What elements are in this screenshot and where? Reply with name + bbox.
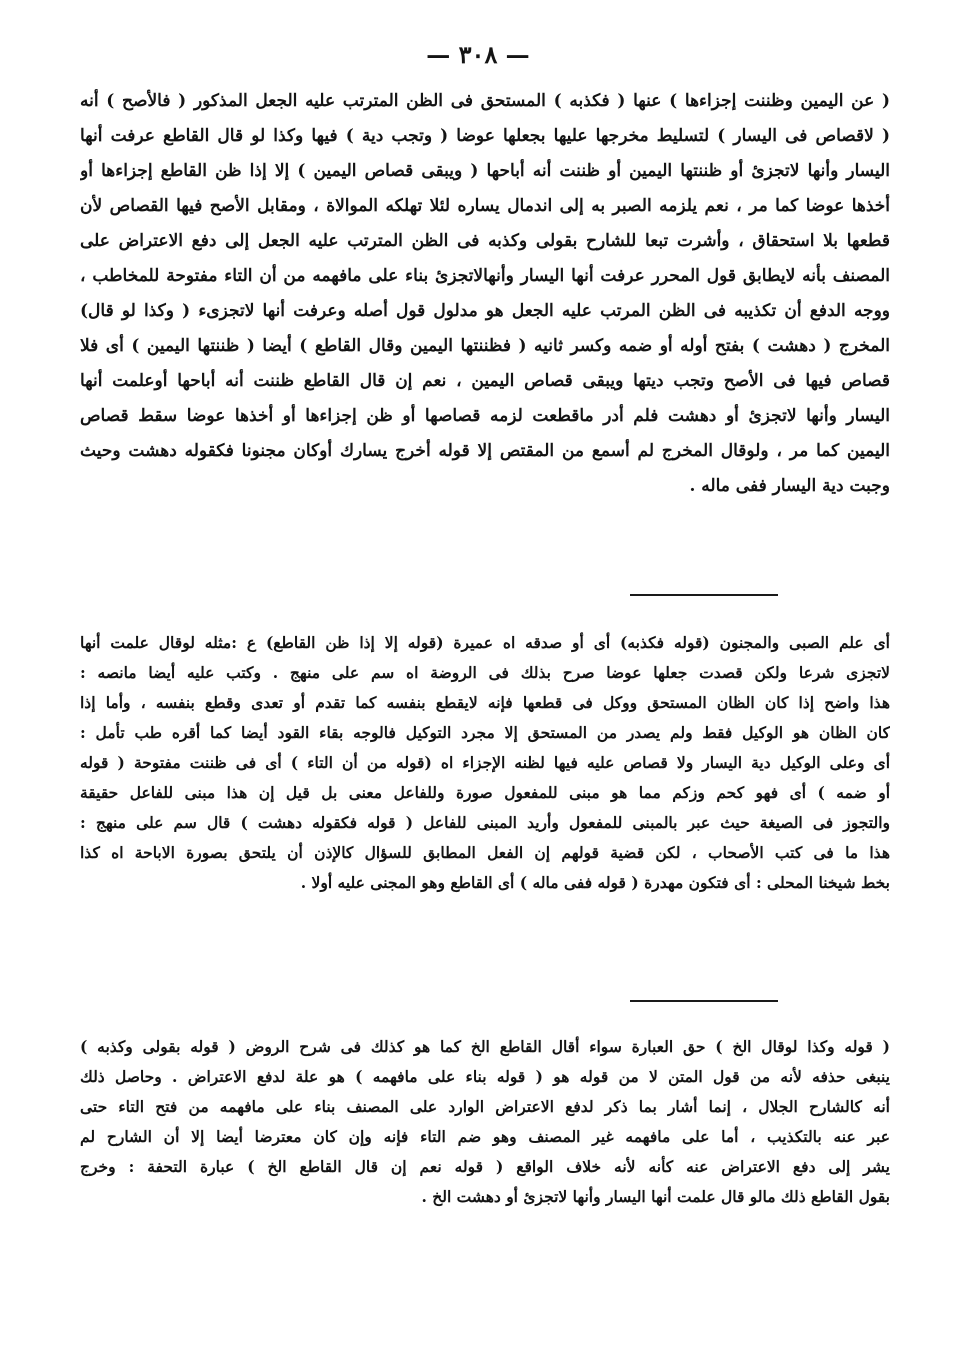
commentary-line: أى وعلى الوكيل دية اليسار ولا قصاص عليه فيها لظنه الإجزاء اه (قوله من أن التاء ) أى فى ظننت مفتوحة ( قوله [80, 753, 890, 772]
page-number: — ٣٠٨ — [426, 40, 530, 69]
commentary-line: ينبغى حذفه لأنه من قول المتن لا من قوله هو ( قوله بناء على مافهمه ) هو علة لدفع الاعتراض . وحاصل ذلك [80, 1067, 890, 1086]
main-text-line: المخرج ( دهشت ) بفتح أوله أو ضمه وكسر ثانيه ( فظننتها اليمين وقال القاطع ) أيضا ( ظننتها اليمين ) أى فلا [80, 336, 890, 356]
main-text-line: اليسار وأنها لاتجزئ أو ظننتها اليمين أو ظننت أنه أباحها ( ويبقى قصاص اليمين ) إلا إذا ظن القاطع إجزاءها أو [80, 161, 890, 181]
commentary-first [80, 628, 890, 898]
commentary-line: أى علم الصبى والمجنون (قوله فكذبه) أى أو صدقه اه عميرة (قوله إلا إذا ظن القاطع) ع :مثله لوقال علمت أنها [80, 633, 890, 652]
main-text-line: ووجه الدفع أن تكذيبه فى الظن المرتب عليه الجعل هو مدلول قول أصله وعرفت أنها لاتجزىء ( وكذا لو قال) [80, 301, 890, 321]
commentary-line: هذا ما فى كتب الأصحاب ، لكن قضية قولهم إن الفعل المطابق للسؤال كالإذن أن يلتحق بصورة الاباحة اه كذا [80, 843, 890, 862]
commentary-second [80, 1032, 890, 1212]
commentary-line: أنه كالشارح الجلال ، إنما أشار بما ذكر لدفع الاعتراض الوارد على المصنف بناء على مافهمه من فتح التاء حتى [80, 1097, 890, 1116]
main-text-line: قطعها بلا استحقاق ، وأشرت تبعا للشارح بقولى وكذبه فى الظن المترتب عليه الجعل إلى دفع الاعتراض على [80, 231, 890, 251]
main-text-line: اليمين كما مر ، ولوقال المخرج لم أسمع من المقتص إلا قوله أخرج يسارك أوكان مجنونا فكقوله دهشت وحيث [80, 441, 890, 461]
main-text [80, 84, 890, 504]
main-text-line: اليسار وأنها لاتجزئ أو دهشت فلم أدر ماقطعت لزمه قصاصها أو ظن إجزاءها أو أخذها عوضا سقط قصاص [80, 406, 890, 426]
main-text-line: أخذها عوضا كما مر ، نعم يلزمه الصبر به إلى اندمال يساره لئلا تهلكه الموالاة ، ومقابل الأصح فيها القصاص لأن [80, 196, 890, 216]
commentary-line: ( قوله وكذا لوقال الخ ) حق العبارة سواء أقال القاطع الخ كما هو كذلك فى شرح الروض ( قوله بقولى وكذبه ) [80, 1037, 890, 1056]
main-text-line: قصاص فيها فى الأصح وتجب ديتها ويبقى قصاص اليمين ، نعم إن قال القاطع ظننت أنه أباحها أوعلمت أنها [80, 371, 890, 391]
section-divider [630, 594, 778, 596]
commentary-line: هذا واضح إذا كان الظان المستحق ووكل فى قطعها فإنه لايقطع بنفسه كما تقدم أو تعدى وقطع بنفسه ، وأما إذا [80, 693, 890, 712]
section-divider [630, 1000, 778, 1002]
commentary-line: عبر عنه بالتكذيب ، أما على مافهمه غير المصنف وهو ضم التاء فإنه وإن كان معترضا أيضا إلا أن الشارح لم [80, 1127, 890, 1146]
main-text-line: المصنف بأنه لايطابق قول المحرر عرفت أنها اليسار وأنهالاتجزئ بناء على مافهمه من أن التاء مفتوحة للمخاطب ، [80, 266, 890, 286]
commentary-line: والتجوز فى الصيغة حيث عبر بالمبنى للمفعول وأريد المبنى للفاعل ( قوله فكقوله دهشت ) قال سم على منهج : [80, 813, 890, 832]
commentary-line: بقول القاطع ذلك مالو قال علمت أنها اليسار وأنها لاتجزئ أو دهشت الخ . [421, 1187, 890, 1206]
commentary-line: كان الظان هو الوكيل فقط ولم يصدر من المستحق إلا مجرد التوكيل فالوجه بقاء القود أيضا كما أقره طب تأمل : [80, 723, 890, 742]
main-text-line: وجبت دية اليسار ففى ماله . [689, 476, 890, 496]
commentary-line: أو ضمه ) أى فهو كحم وزكم مما هو مبنى للمفعول صورة وللفاعل معنى بل قيل إن هذا مبنى للفاعل حقيقة [80, 783, 890, 802]
commentary-line: بخط شيخنا المحلى : أى فتكون مهدرة ( قوله ففى ماله ) أى القاطع وهو المجنى عليه أولا . [300, 873, 890, 892]
main-text-line: ( لاقصاص فى اليسار ) لتسليط مخرجها عليها بجعلها عوضا ( وتجب دية ) فيها وكذا لو قال القاطع عرفت أنها [80, 126, 890, 146]
main-text-line: ( عن اليمين وظننت إجزاءها ) عنها ( فكذبه ) المستحق فى الظن المترتب عليه الجعل المذكور ( فالأصح ) أنه [80, 91, 890, 111]
commentary-line: لاتجزى شرعا ولكن قصدت جعلها عوضا صرح بذلك فى الروضة اه سم على منهج . وكتب عليه أيضا مانصه : [80, 663, 890, 682]
commentary-line: يشر إلى دفع الاعتراض عنه كأنه لأنه خلاف الواقع ( قوله نعم إن قال القاطع الخ ) عبارة التحفة : وخرج [80, 1157, 890, 1176]
